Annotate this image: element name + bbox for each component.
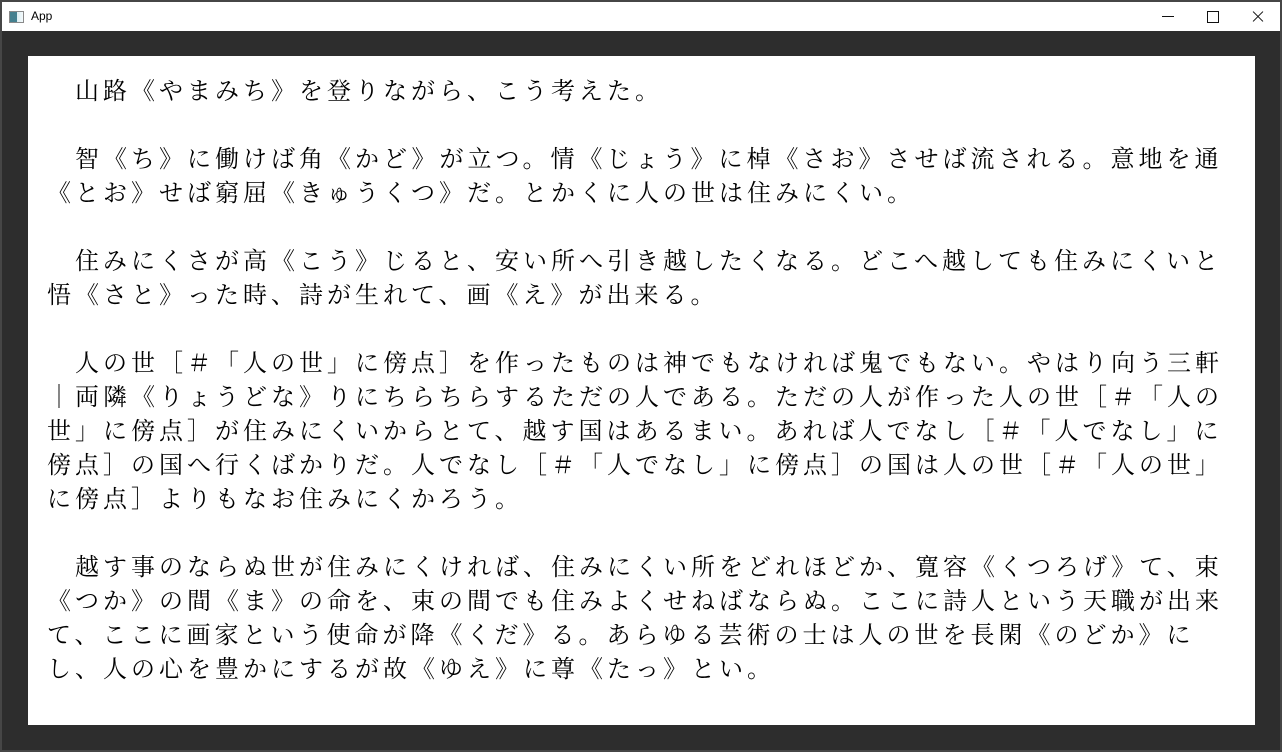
paragraph: 人の世［＃「人の世」に傍点］を作ったものは神でもなければ鬼でもない。やはり向う三軒｜両隣《りょうどな》りにちらちらするただの人である。ただの人が作った人の世［＃「人の世」に傍点］が住みにくいからとて、越す国はあるまい。あれば人でなし［＃「人でなし」に傍点］の国へ行くばかりだ。人でなし［＃「人でなし」に傍点］の国は人の世［＃「人の世」に傍点］よりもなお住みにくかろう。 [47,350,1223,513]
maximize-button[interactable] [1190,2,1235,31]
maximize-icon [1207,11,1219,23]
titlebar[interactable] [2,2,1280,31]
paragraph: 山路《やまみち》を登りながら、こう考えた。 [47,78,663,105]
paragraph: 越す事のならぬ世が住みにくければ、住みにくい所をどれほどか、寛容《くつろげ》て、束《つか》の間《ま》の命を、束の間でも住みよくせねばならぬ。ここに詩人という天職が出来て、ここに画家という使命が降《くだ》る。あらゆる芸術の士は人の世を長閑《のどか》にし、人の心を豊かにするが故《ゆえ》に尊《たっ》とい。 [47,554,1223,683]
text-viewer[interactable] [28,56,1255,725]
paragraph: 智《ち》に働けば角《かど》が立つ。情《じょう》に棹《さお》させば流される。意地を通《とお》せば窮屈《きゅうくつ》だ。とかくに人の世は住みにくい。 [47,146,1223,207]
window-frame [2,31,1280,750]
close-icon [1251,10,1265,24]
minimize-button[interactable] [1145,2,1190,31]
minimize-icon [1162,16,1174,17]
app-icon [9,11,24,23]
paragraph: 住みにくさが高《こう》じると、安い所へ引き越したくなる。どこへ越しても住みにくいと悟《さと》った時、詩が生れて、画《え》が出来る。 [47,248,1223,309]
window-title: App [31,9,53,23]
close-button[interactable] [1235,2,1280,31]
